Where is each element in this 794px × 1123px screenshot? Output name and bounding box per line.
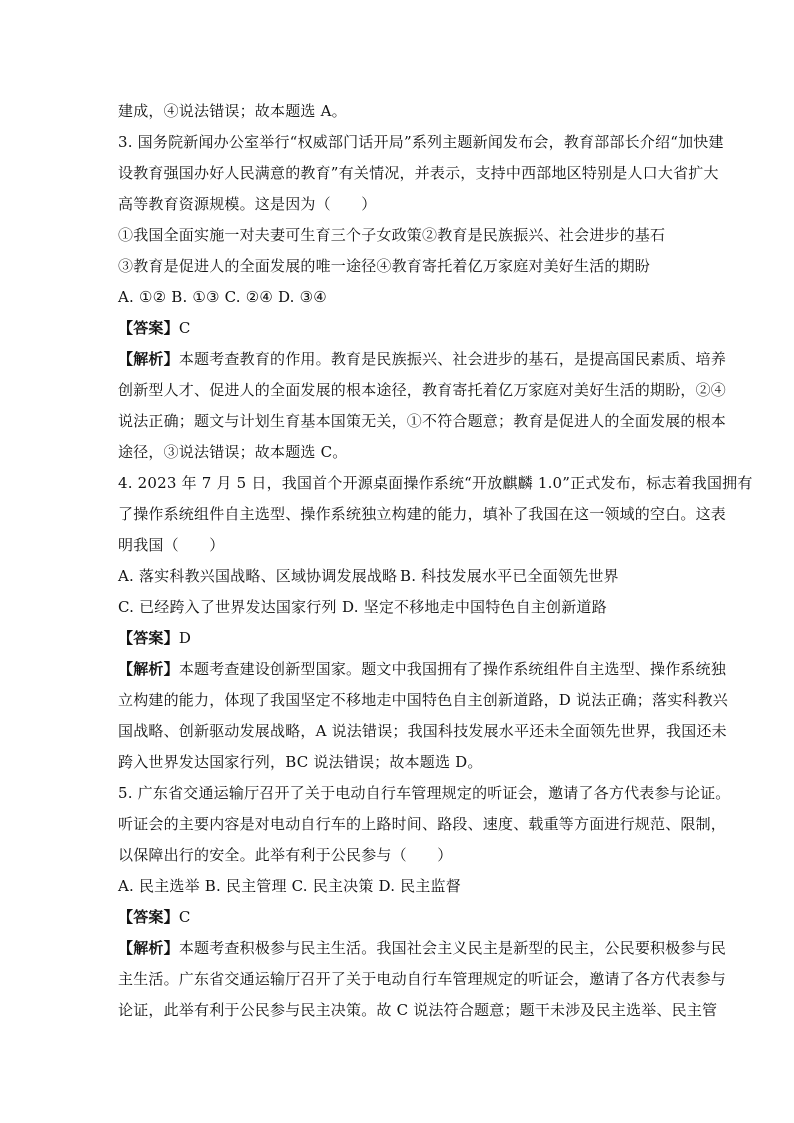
q2-analysis-tail: 建成，④说法错误；故本题选 A。 bbox=[118, 102, 347, 120]
analysis-text: 本题考查积极参与民主生活。我国社会主义民主是新型的民主，公民要积极参与民 bbox=[178, 939, 727, 957]
q5-options: A. 民主选举 B. 民主管理 C. 民主决策 D. 民主监督 bbox=[118, 877, 461, 895]
q3-options: A. ①② B. ①③ C. ②④ D. ③④ bbox=[118, 288, 327, 306]
q3-answer bbox=[118, 313, 678, 344]
q5-stem-line-2: 听证会的主要内容是对电动自行车的上路时间、路段、速度、载重等方面进行规范、限制， bbox=[118, 815, 727, 833]
q5-stem-line-1: 5. 广东省交通运输厅召开了关于电动自行车管理规定的听证会，邀请了各方代表参与论证。 bbox=[118, 784, 731, 802]
q4-option-b: B. 科技发展水平已全面领先世界 bbox=[400, 567, 619, 585]
question-5 bbox=[118, 778, 731, 1026]
q3-stem-line-2: 设教育强国办好人民满意的教育”有关情况，并表示，支持中西部地区特别是人口大省扩大 bbox=[118, 164, 719, 182]
q3-statements-line-2: ③教育是促进人的全面发展的唯一途径④教育寄托着亿万家庭对美好生活的期盼 bbox=[118, 257, 651, 275]
question-4 bbox=[118, 468, 753, 778]
document-page bbox=[118, 96, 753, 1026]
q4-analysis-line-2: 立构建的能力，体现了我国坚定不移地走中国特色自主创新道路，D 说法正确；落实科教兴 bbox=[118, 691, 728, 709]
answer-label: 【答案】 bbox=[118, 629, 179, 647]
q5-analysis-line-2: 主生活。广东省交通运输厅召开了关于电动自行车管理规定的听证会，邀请了各方代表参与 bbox=[118, 970, 727, 988]
q4-analysis-line-3: 国战略、创新驱动发展战略，A 说法错误；我国科技发展水平还未全面领先世界，我国还未 bbox=[118, 722, 727, 740]
answer-label: 【答案】 bbox=[118, 908, 179, 926]
q5-analysis-line-1 bbox=[118, 933, 727, 964]
q3-analysis-line-3: 说法正确；题文与计划生育基本国策无关，①不符合题意；教育是促进人的全面发展的根本 bbox=[118, 412, 727, 430]
analysis-label: 【解析】 bbox=[118, 350, 179, 368]
q4-stem-line-2: 了操作系统组件自主选型、操作系统独立构建的能力，填补了我国在这一领域的空白。这表 bbox=[118, 505, 727, 523]
q5-analysis-line-3: 论证，此举有利于公民参与民主决策。故 C 说法符合题意；题干未涉及民主选举、民主管 bbox=[118, 1001, 718, 1019]
analysis-text: 本题考查教育的作用。教育是民族振兴、社会进步的基石，是提高国民素质、培养 bbox=[178, 350, 727, 368]
analysis-label: 【解析】 bbox=[118, 660, 179, 678]
q5-answer bbox=[118, 902, 678, 933]
answer-value: D bbox=[178, 629, 192, 647]
answer-value: C bbox=[178, 319, 191, 337]
q4-option-c: C. 已经跨入了世界发达国家行列 bbox=[118, 598, 337, 616]
answer-label: 【答案】 bbox=[118, 319, 179, 337]
q4-stem-line-3: 明我国（ ） bbox=[118, 536, 225, 554]
q4-option-a: A. 落实科教兴国战略、区域协调发展战略 bbox=[118, 567, 398, 585]
q3-stem-line-1: 3. 国务院新闻办公室举行“权威部门话开局”系列主题新闻发布会，教育部部长介绍“加快建 bbox=[118, 133, 724, 151]
q4-answer bbox=[118, 623, 678, 654]
q4-options-row-2 bbox=[118, 592, 678, 623]
q4-options-row-1 bbox=[118, 561, 678, 592]
q3-analysis-line-2: 创新型人才、促进人的全面发展的根本途径，教育寄托着亿万家庭对美好生活的期盼，②④ bbox=[118, 381, 727, 399]
q4-option-d: D. 坚定不移地走中国特色自主创新道路 bbox=[342, 598, 607, 616]
question-3 bbox=[118, 127, 727, 468]
analysis-text: 本题考查建设创新型国家。题文中我国拥有了操作系统组件自主选型、操作系统独 bbox=[178, 660, 727, 678]
analysis-label: 【解析】 bbox=[118, 939, 179, 957]
q3-statements-line-1: ①我国全面实施一对夫妻可生育三个子女政策②教育是民族振兴、社会进步的基石 bbox=[118, 226, 666, 244]
q4-analysis-line-4: 跨入世界发达国家行列，BC 说法错误；故本题选 D。 bbox=[118, 753, 483, 771]
q4-stem-line-1: 4. 2023 年 7 月 5 日，我国首个开源桌面操作系统“开放麒麟 1.0”正式发布，标志着我国拥有 bbox=[118, 474, 753, 492]
q3-stem-line-3: 高等教育资源规模。这是因为（ ） bbox=[118, 195, 377, 213]
answer-value: C bbox=[178, 908, 191, 926]
q5-stem-line-3: 以保障出行的安全。此举有利于公民参与（ ） bbox=[118, 846, 453, 864]
q3-analysis-line-4: 途径，③说法错误；故本题选 C。 bbox=[118, 443, 348, 461]
q3-analysis-line-1 bbox=[118, 344, 727, 375]
q4-analysis-line-1 bbox=[118, 654, 727, 685]
